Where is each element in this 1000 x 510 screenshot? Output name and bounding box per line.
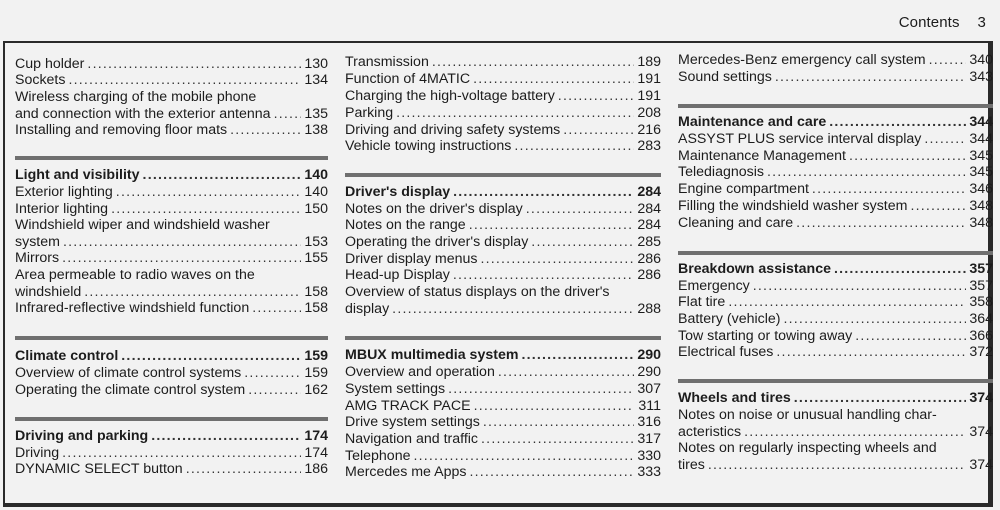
toc-entry-line — [345, 398, 661, 415]
dot-leader — [252, 300, 301, 317]
toc-entry-line — [345, 381, 661, 398]
dot-leader — [514, 138, 634, 155]
toc-page-number: 344 — [969, 131, 993, 147]
dot-leader — [62, 250, 301, 267]
toc-entry-title: Cup holder — [15, 56, 85, 72]
dot-leader — [929, 52, 966, 69]
toc-entry-title: Filling the windshield washer system — [678, 198, 908, 214]
toc-entry-title: Engine compartment — [678, 181, 809, 197]
toc-page-number: 283 — [637, 138, 661, 154]
dot-leader — [834, 261, 966, 278]
toc-entry[interactable] — [678, 164, 993, 181]
toc-entry[interactable] — [345, 251, 661, 268]
toc-entry-title: MBUX multimedia system — [345, 347, 519, 363]
toc-entry-title: Drive system settings — [345, 414, 480, 430]
toc-entry-line — [345, 122, 661, 139]
toc-page-number: 140 — [304, 184, 328, 200]
toc-page-number: 191 — [637, 88, 661, 104]
toc-entry-title: Infrared-reflective windshield function — [15, 300, 250, 316]
dot-leader — [474, 398, 634, 415]
toc-page-number: 162 — [304, 382, 328, 398]
toc-entry-line — [678, 278, 993, 295]
dot-leader — [526, 201, 634, 218]
toc-page-number: 140 — [304, 167, 328, 183]
toc-entry-title: windshield — [15, 283, 82, 300]
toc-page-number: 284 — [637, 184, 661, 200]
toc-entry-line — [15, 284, 328, 301]
section-divider — [678, 251, 993, 255]
toc-entry-title: Wheels and tires — [678, 390, 791, 406]
toc-entry[interactable] — [15, 365, 328, 382]
toc-entry[interactable] — [15, 89, 328, 122]
toc-page-number: 345 — [969, 148, 993, 164]
toc-entry-line — [678, 311, 993, 328]
dot-leader — [151, 428, 301, 445]
toc-entry-line — [678, 114, 993, 131]
toc-entry[interactable] — [345, 398, 661, 415]
toc-entry-title: Flat tire — [678, 294, 726, 310]
toc-entry-title: Operating the climate control system — [15, 382, 246, 398]
dot-leader — [924, 131, 966, 148]
toc-entry-line — [345, 267, 661, 284]
toc-entry-title: Sockets — [15, 72, 66, 88]
dot-leader — [708, 457, 966, 474]
toc-entry-title: Tow starting or towing away — [678, 328, 853, 344]
toc-page-number: 286 — [637, 267, 661, 283]
dot-leader — [453, 184, 634, 201]
toc-page-number: 155 — [304, 250, 328, 266]
toc-entry-line — [678, 215, 993, 232]
toc-entry-title: Light and visibility — [15, 167, 140, 183]
dot-leader — [855, 328, 966, 345]
toc-page-number: 340 — [969, 52, 993, 68]
toc-entry-line — [15, 300, 328, 317]
toc-page-number: 307 — [637, 381, 661, 397]
toc-entry-line — [15, 72, 328, 89]
toc-entry-line — [345, 54, 661, 71]
toc-entry-line — [345, 301, 661, 318]
toc-entry-line — [15, 234, 328, 251]
dot-leader — [776, 344, 966, 361]
toc-entry-line — [678, 328, 993, 345]
toc-entry-line — [345, 234, 661, 251]
toc-entry-line — [678, 69, 993, 86]
toc-entry-line — [678, 148, 993, 165]
toc-entry[interactable] — [345, 464, 661, 481]
dot-leader — [767, 164, 966, 181]
dot-leader — [498, 364, 634, 381]
toc-page-number: 311 — [638, 398, 661, 414]
toc-entry[interactable] — [678, 407, 993, 440]
toc-page-number: 288 — [637, 300, 661, 317]
section-divider — [345, 336, 661, 340]
toc-page-number: 358 — [969, 294, 993, 310]
dot-leader — [68, 72, 301, 89]
toc-page-number: 159 — [304, 365, 328, 381]
toc-entry-title: Mercedes me Apps — [345, 464, 467, 480]
toc-page-number: 159 — [304, 348, 328, 364]
dot-leader — [244, 365, 301, 382]
contents-frame — [3, 41, 993, 507]
toc-entry-line — [15, 56, 328, 73]
toc-page-number: 150 — [304, 201, 328, 217]
toc-entry-line — [15, 184, 328, 201]
toc-entry-title: acteristics — [678, 423, 742, 440]
toc-entry[interactable] — [15, 201, 328, 218]
dot-leader — [910, 198, 966, 215]
toc-entry-title: AMG TRACK PACE — [345, 398, 471, 414]
toc-entry-title-line: Notes on noise or unusual handling char- — [678, 407, 937, 423]
toc-page-number: 316 — [637, 414, 661, 430]
page-number: 3 — [977, 14, 986, 31]
toc-section-heading[interactable] — [15, 348, 328, 365]
dot-leader — [794, 390, 966, 407]
dot-leader — [796, 215, 966, 232]
dot-leader — [849, 148, 966, 165]
dot-leader — [413, 448, 634, 465]
toc-entry[interactable] — [15, 461, 328, 478]
toc-page-number: 290 — [637, 347, 661, 363]
toc-entry[interactable] — [15, 72, 328, 89]
toc-page-number: 174 — [304, 445, 328, 461]
toc-entry[interactable] — [678, 181, 993, 198]
toc-entry-line — [15, 365, 328, 382]
toc-page-number: 364 — [969, 311, 993, 327]
toc-page-number: 191 — [637, 71, 661, 87]
toc-page-number: 343 — [969, 69, 993, 85]
toc-entry-title: tires — [678, 456, 705, 473]
toc-entry-line — [345, 138, 661, 155]
dot-leader — [728, 294, 966, 311]
dot-leader — [483, 414, 634, 431]
toc-entry[interactable] — [345, 71, 661, 88]
dot-leader — [775, 69, 966, 86]
toc-entry-title: Overview of climate control systems — [15, 365, 242, 381]
toc-entry-title: Mirrors — [15, 250, 60, 266]
toc-entry[interactable] — [678, 52, 993, 69]
toc-entry-line — [15, 428, 328, 445]
toc-entry-line — [345, 464, 661, 481]
toc-entry-title: Driving and parking — [15, 428, 149, 444]
toc-entry[interactable] — [345, 364, 661, 381]
dot-leader — [448, 381, 634, 398]
toc-entry[interactable] — [345, 414, 661, 431]
dot-leader — [744, 424, 966, 441]
toc-page-number: 138 — [304, 122, 328, 138]
toc-entry[interactable] — [345, 448, 661, 465]
toc-entry-line — [678, 390, 993, 407]
toc-entry[interactable] — [678, 148, 993, 165]
section-divider — [15, 417, 328, 421]
toc-section-heading[interactable] — [678, 114, 993, 131]
dot-leader — [63, 234, 301, 251]
toc-page-number: 348 — [969, 215, 993, 231]
dot-leader — [558, 88, 634, 105]
toc-entry-title: Breakdown assistance — [678, 261, 831, 277]
toc-entry-line — [678, 181, 993, 198]
toc-entry[interactable] — [15, 300, 328, 317]
toc-page-number: 186 — [304, 461, 328, 477]
toc-entry[interactable] — [15, 382, 328, 399]
toc-page-number: 372 — [969, 344, 993, 360]
toc-entry-line — [678, 164, 993, 181]
toc-entry-title: Sound settings — [678, 69, 772, 85]
toc-page-number: 284 — [637, 201, 661, 217]
toc-entry-line — [678, 52, 993, 69]
toc-page-number: 374 — [969, 390, 993, 406]
toc-entry-title: Interior lighting — [15, 201, 109, 217]
page-title: Contents — [898, 14, 960, 31]
toc-entry-line — [345, 88, 661, 105]
toc-entry[interactable] — [678, 198, 993, 215]
section-divider — [15, 336, 328, 340]
toc-entry-title-line: Area permeable to radio waves on the — [15, 267, 255, 283]
toc-entry[interactable] — [345, 122, 661, 139]
toc-entry-line — [15, 167, 328, 184]
toc-entry-line — [678, 457, 993, 474]
toc-page-number: 286 — [637, 251, 661, 267]
toc-entry-title: Driver display menus — [345, 251, 478, 267]
toc-entry-line — [345, 71, 661, 88]
toc-page-number: 135 — [304, 105, 328, 122]
toc-entry-line — [678, 344, 993, 361]
toc-entry-title: Electrical fuses — [678, 344, 774, 360]
toc-entry[interactable] — [678, 328, 993, 345]
dot-leader — [396, 105, 634, 122]
toc-entry-title: system — [15, 233, 60, 250]
toc-entry[interactable] — [678, 131, 993, 148]
toc-entry-title: Telediagnosis — [678, 164, 764, 180]
toc-entry-title: Emergency — [678, 278, 750, 294]
dot-leader — [753, 278, 966, 295]
toc-section-heading[interactable] — [15, 167, 328, 184]
toc-entry-title: Function of 4MATIC — [345, 71, 471, 87]
page-header — [899, 14, 986, 31]
toc-entry-title: Exterior lighting — [15, 184, 113, 200]
toc-page-number: 344 — [969, 114, 993, 130]
toc-entry-title: Charging the high-voltage battery — [345, 88, 555, 104]
toc-entry[interactable] — [15, 267, 328, 300]
toc-entry-line — [345, 184, 661, 201]
dot-leader — [143, 167, 301, 184]
toc-entry-title: Notes on the driver's display — [345, 201, 523, 217]
toc-entry[interactable] — [345, 138, 661, 155]
toc-entry[interactable] — [678, 344, 993, 361]
toc-entry-title: Mercedes-Benz emergency call system — [678, 52, 926, 68]
toc-page-number: 374 — [969, 423, 993, 440]
toc-entry-line — [15, 201, 328, 218]
toc-entry-line — [15, 382, 328, 399]
dot-leader — [812, 181, 966, 198]
dot-leader — [186, 461, 301, 478]
dot-leader — [453, 267, 634, 284]
toc-entry[interactable] — [345, 217, 661, 234]
toc-entry-title: display — [345, 300, 390, 317]
toc-entry-line — [345, 105, 661, 122]
toc-entry-title: Driving and driving safety systems — [345, 122, 561, 138]
toc-entry-title: Navigation and traffic — [345, 431, 479, 447]
toc-page-number: 284 — [637, 217, 661, 233]
toc-entry[interactable] — [678, 69, 993, 86]
toc-entry[interactable] — [15, 184, 328, 201]
toc-entry[interactable] — [345, 267, 661, 284]
toc-entry[interactable] — [345, 234, 661, 251]
dot-leader — [274, 106, 301, 123]
dot-leader — [392, 301, 634, 318]
toc-page-number: 366 — [969, 328, 993, 344]
toc-entry-line — [15, 250, 328, 267]
dot-leader — [531, 234, 634, 251]
section-divider — [345, 173, 661, 177]
toc-entry-line — [345, 201, 661, 218]
toc-entry[interactable] — [345, 381, 661, 398]
toc-entry-line — [678, 424, 993, 441]
toc-entry-line — [678, 294, 993, 311]
toc-entry-title: Maintenance Management — [678, 148, 846, 164]
toc-page-number: 285 — [637, 234, 661, 250]
toc-entry[interactable] — [15, 122, 328, 139]
toc-entry[interactable] — [345, 54, 661, 71]
dot-leader — [87, 56, 301, 73]
toc-entry-title: Overview and operation — [345, 364, 495, 380]
toc-entry[interactable] — [345, 284, 661, 317]
toc-page-number: 346 — [969, 181, 993, 197]
toc-entry-line — [345, 364, 661, 381]
toc-page-number: 153 — [304, 233, 328, 250]
dot-leader — [473, 71, 634, 88]
toc-page-number: 174 — [304, 428, 328, 444]
toc-page-number: 330 — [637, 448, 661, 464]
toc-page-number: 130 — [304, 56, 328, 72]
dot-leader — [563, 122, 634, 139]
toc-entry-line — [345, 448, 661, 465]
dot-leader — [111, 201, 301, 218]
toc-entry-title: System settings — [345, 381, 446, 397]
toc-entry-title: Cleaning and care — [678, 215, 794, 231]
toc-page-number: 317 — [637, 431, 661, 447]
toc-page-number: 348 — [969, 198, 993, 214]
toc-entry-title-line: Overview of status displays on the driver's — [345, 284, 610, 300]
toc-page-number: 208 — [637, 105, 661, 121]
toc-entry-title: Head-up Display — [345, 267, 450, 283]
dot-leader — [121, 348, 301, 365]
toc-page-number: 357 — [969, 278, 993, 294]
dot-leader — [248, 382, 301, 399]
toc-entry-title: Notes on the range — [345, 217, 466, 233]
toc-entry-title: Telephone — [345, 448, 411, 464]
toc-entry-line — [15, 348, 328, 365]
toc-entry-title: Transmission — [345, 54, 429, 70]
toc-page-number: 189 — [637, 54, 661, 70]
toc-entry-line — [345, 414, 661, 431]
toc-section-heading[interactable] — [345, 347, 661, 364]
toc-entry-line — [15, 445, 328, 462]
toc-entry-title: and connection with the exterior antenna — [15, 105, 271, 122]
toc-entry-title: Driver's display — [345, 184, 451, 200]
toc-entry-title: Installing and removing floor mats — [15, 122, 228, 138]
dot-leader — [62, 445, 301, 462]
dot-leader — [84, 284, 301, 301]
toc-entry[interactable] — [345, 201, 661, 218]
toc-section-heading[interactable] — [678, 390, 993, 407]
toc-section-heading[interactable] — [15, 428, 328, 445]
toc-page-number: 216 — [637, 122, 661, 138]
toc-entry-title-line: Windshield wiper and windshield washer — [15, 217, 270, 233]
toc-section-heading[interactable] — [678, 261, 993, 278]
toc-entry-title-line: Wireless charging of the mobile phone — [15, 89, 257, 105]
toc-entry[interactable] — [678, 440, 993, 473]
toc-entry-title: Driving — [15, 445, 60, 461]
toc-entry[interactable] — [678, 294, 993, 311]
toc-page-number: 290 — [637, 364, 661, 380]
toc-entry-line — [678, 131, 993, 148]
toc-entry-line — [345, 251, 661, 268]
toc-entry[interactable] — [678, 278, 993, 295]
toc-entry-line — [345, 431, 661, 448]
toc-page-number: 158 — [304, 300, 328, 316]
toc-entry-line — [15, 461, 328, 478]
toc-page-number: 345 — [969, 164, 993, 180]
dot-leader — [469, 217, 634, 234]
toc-entry-line — [345, 217, 661, 234]
dot-leader — [521, 347, 634, 364]
toc-page-number: 357 — [969, 261, 993, 277]
section-divider — [678, 104, 993, 108]
toc-entry-line — [15, 106, 328, 123]
toc-page-number: 158 — [304, 283, 328, 300]
toc-entry-title: Climate control — [15, 348, 119, 364]
toc-entry-title-line: Notes on regularly inspecting wheels and — [678, 440, 937, 456]
toc-entry-title: Parking — [345, 105, 394, 121]
dot-leader — [784, 311, 967, 328]
toc-entry-title: Vehicle towing instructions — [345, 138, 512, 154]
toc-page-number: 374 — [969, 456, 993, 473]
dot-leader — [469, 464, 634, 481]
toc-entry[interactable] — [345, 105, 661, 122]
toc-entry[interactable] — [15, 250, 328, 267]
toc-entry[interactable] — [678, 215, 993, 232]
dot-leader — [480, 251, 634, 268]
toc-section-heading[interactable] — [345, 184, 661, 201]
toc-entry-line — [678, 198, 993, 215]
toc-entry-line — [15, 122, 328, 139]
toc-entry[interactable] — [15, 56, 328, 73]
section-divider — [678, 379, 993, 383]
toc-entry-title: ASSYST PLUS service interval display — [678, 131, 922, 147]
dot-leader — [432, 54, 634, 71]
toc-entry-title: Battery (vehicle) — [678, 311, 781, 327]
toc-entry[interactable] — [15, 217, 328, 250]
toc-entry[interactable] — [345, 431, 661, 448]
toc-page-number: 333 — [637, 464, 661, 480]
toc-entry[interactable] — [345, 88, 661, 105]
dot-leader — [116, 184, 301, 201]
section-divider — [15, 156, 328, 160]
dot-leader — [829, 114, 966, 131]
toc-entry[interactable] — [15, 445, 328, 462]
toc-entry-title: Operating the driver's display — [345, 234, 529, 250]
dot-leader — [230, 122, 301, 139]
toc-entry[interactable] — [678, 311, 993, 328]
dot-leader — [481, 431, 634, 448]
toc-entry-line — [678, 261, 993, 278]
toc-page-number: 134 — [304, 72, 328, 88]
toc-entry-title: Maintenance and care — [678, 114, 827, 130]
toc-entry-line — [345, 347, 661, 364]
toc-entry-title: DYNAMIC SELECT button — [15, 461, 183, 477]
